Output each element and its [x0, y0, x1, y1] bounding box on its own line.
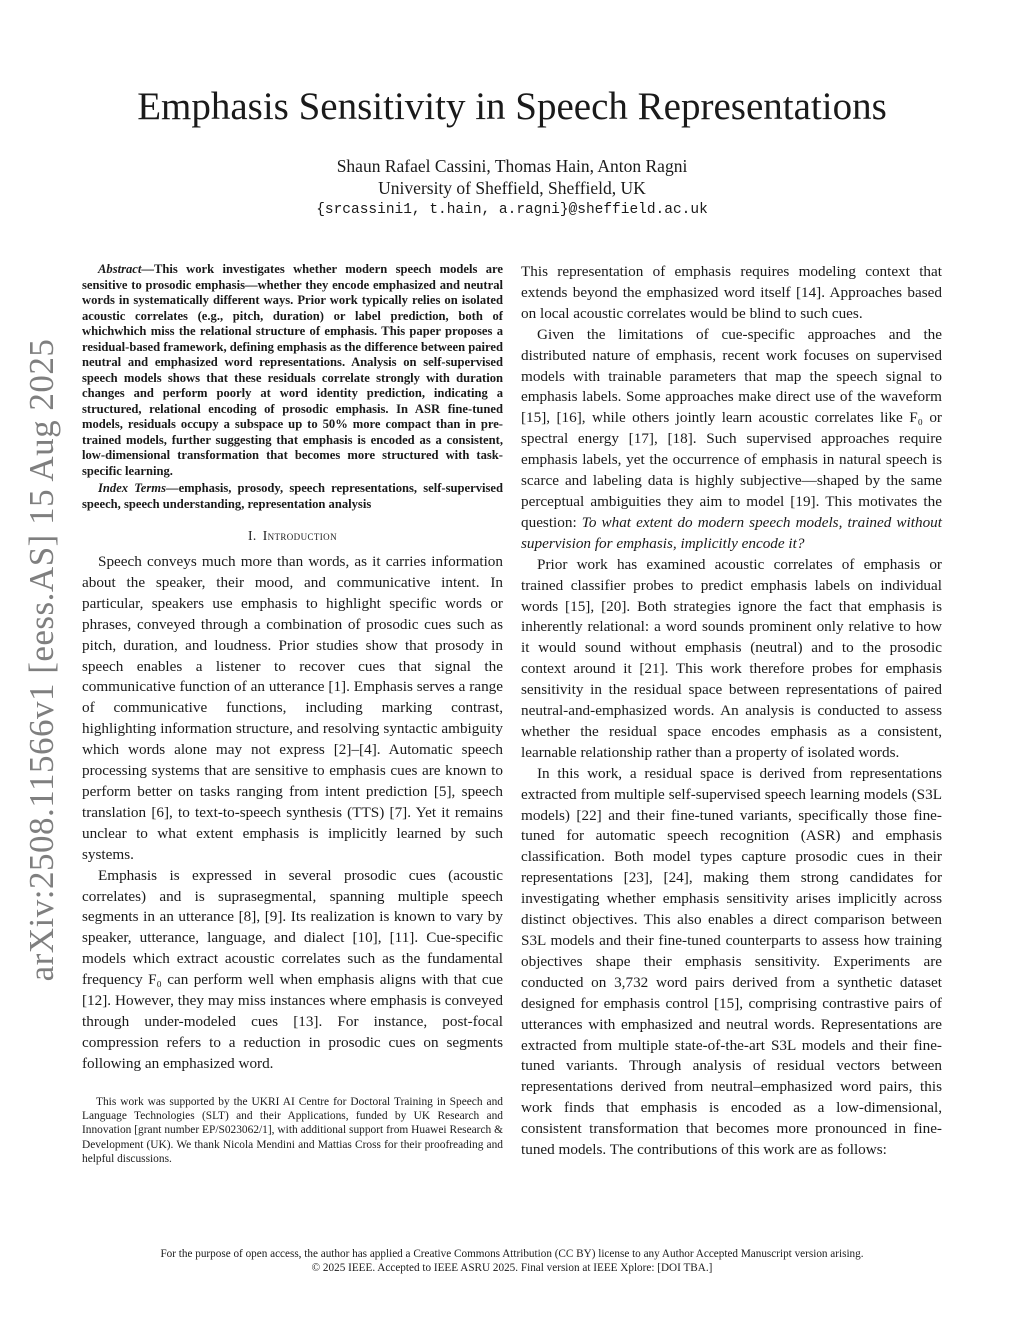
index-terms — [82, 481, 503, 512]
intro-paragraph-3 — [521, 325, 942, 555]
author-block — [0, 155, 1024, 221]
arxiv-identifier: arXiv:2508.11566v1 [eess.AS] 15 Aug 2025 — [22, 338, 61, 982]
abstract — [82, 262, 503, 479]
intro-paragraph-3-text: Given the limitations of cue-specific approaches and the distributed nature of emphasis, recent work focuses on supervised models with trainable parameters that map the speech signal to emphasis labels. Some approaches make direct use of the waveform [15], [16], while others jointly learn acoustic correlates like F₀ or spectral energy [17], [18]. Such supervised approaches require emphasis labels, yet the occurrence of emphasis in natural speech is scarce and labeling data is highly subjective—shaped by the same perceptual ambiguities they aim to model [19]. This motivates the question: — [521, 325, 942, 531]
index-terms-lead: Index Terms — [98, 481, 166, 495]
intro-paragraph-4: Prior work has examined acoustic correlates of emphasis or trained classifier probes to predict emphasis labels on individual words [15], [20]. Both strategies ignore the fact that emphasis is inherently relational: a word sounds prominent only relative to how it would sound without emphasis (neutral) and to the prosodic context around it [21]. This work therefore probes for emphasis sensitivity in the residual space between representations of paired neutral-and-emphasized words. An analysis is conducted to assess whether the residual space encodes emphasis as a consistent, learnable relationship rather than a property of isolated words. — [521, 555, 942, 761]
intro-paragraph-2: Emphasis is expressed in several prosodic cues (acoustic correlates) and is suprasegmental, spanning multiple speech segments in an utterance [8], [9]. Its realization is known to vary by speaker, utterance, language, and dialect [10], [11]. Cue-specific models which extract acoustic correlates such as the fundamental frequency F₀ can perform well when emphasis aligns with that cue [12]. However, they may miss instances where emphasis is conveyed through under-modeled cues [13]. For instance, post-focal compression refers to a reduction in prosodic cues on segments following an emphasized word. — [82, 866, 503, 1072]
section-title: Introduction — [262, 528, 337, 543]
arxiv-stamp — [14, 300, 70, 1020]
left-column — [82, 262, 503, 1166]
author-affiliation: University of Sheffield, Sheffield, UK — [378, 178, 646, 198]
research-question: To what extent do modern speech models, trained without supervision for emphasis, implicitly encode it? — [521, 513, 942, 552]
author-names: Shaun Rafael Cassini, Thomas Hain, Anton Ragni — [336, 156, 688, 176]
open-access-notice — [0, 1247, 1024, 1275]
license-line: For the purpose of open access, the author has applied a Creative Commons Attribution (CC BY) license to any Author Accepted Manuscript version arising. — [160, 1248, 864, 1260]
section-number: I. — [248, 528, 257, 543]
paper-title: Emphasis Sensitivity in Speech Representations — [137, 85, 887, 128]
section-heading-introduction — [82, 528, 503, 544]
index-terms-text: —emphasis, prosody, speech representations, self-supervised speech, speech understanding, representation analysis — [82, 481, 503, 511]
intro-paragraph-1: Speech conveys much more than words, as it carries information about the speaker, their mood, and communicative intent. In particular, speakers use emphasis to highlight specific words or phrases, conveyed through a combination of prosodic cues such as pitch, duration, and loudness. Prior studies show that prosody in speech enables a listener to recover cues that signal the communicative function of an utterance [1]. Emphasis serves a range of communicative functions, including marking contrast, highlighting information structure, and resolving syntactic ambiguity which words alone may not express [2]–[4]. Automatic speech processing systems that are sensitive to emphasis cues are known to perform better on tasks ranging from intent prediction [5], speech translation [6], to text-to-speech synthesis (TTS) [7]. Yet it remains unclear to what extent emphasis is implicitly learned by such systems. — [82, 553, 503, 863]
funding-footnote: This work was supported by the UKRI AI Centre for Doctoral Training in Speech and Language Technologies (SLT) and their Applications, funded by UK Research and Innovation [grant number EP/S023062/1], with additional support from Huawei Research & Development (UK). We thank Nicola Mendini and Mattias Cross for their proofreading and helpful discussions. — [82, 1095, 503, 1165]
author-emails: {srcassini1, t.hain, a.ragni}@sheffield.ac.uk — [316, 202, 708, 218]
abstract-text: —This work investigates whether modern speech models are sensitive to prosodic emphasis—whether they encode emphasized and neutral words in systematically different ways. Prior work typically relies on isolated acoustic correlates (e.g., pitch, duration) or label prediction, both of whichwhich miss the relational structure of emphasis. This paper proposes a residual-based framework, defining emphasis as the difference between paired neutral and emphasized word representations. Analysis on self-supervised speech models shows that these residuals correlate strongly with duration changes and perform poorly at word identity prediction, indicating a structured, relational encoding of prosodic emphasis. In ASR fine-tuned models, residuals occupy a subspace up to 50% more compact than in pre-trained models, further suggesting that emphasis is encoded as a consistent, low-dimensional transformation that becomes more structured with task-specific learning. — [82, 262, 503, 478]
abstract-lead: Abstract — [98, 262, 142, 276]
right-column — [521, 262, 942, 1161]
copyright-line: © 2025 IEEE. Accepted to IEEE ASRU 2025. Final version at IEEE Xplore: [DOI TBA.] — [311, 1262, 713, 1274]
continued-paragraph: This representation of emphasis requires modeling context that extends beyond the emphasized word itself [14]. Approaches based on local acoustic correlates would be blind to such cues. — [521, 263, 942, 322]
intro-paragraph-5: In this work, a residual space is derived from representations extracted from multiple self-supervised speech learning models (S3L models) [22] and their fine-tuned variants, specifically those fine-tuned for automatic speech recognition (ASR) and emphasis classification. Both model types capture prosodic cues in their representations [23], [24], making them strong candidates for investigating whether emphasis sensitivity arises implicitly across distinct objectives. This also enables a direct comparison between S3L models and their fine-tuned counterparts to assess how training objectives shape their emphasis sensitivity. Experiments are conducted on 3,732 word pairs derived from a synthetic dataset designed for emphasis control [15], comprising contrastive pairs of utterances with emphasized and neutral words. Representations are extracted from multiple state-of-the-art S3L models and their fine-tuned variants. Through analysis of residual vectors between representations derived from neutral–emphasized word pairs, this work finds that emphasis is encoded as a low-dimensional, consistent transformation that becomes more pronounced in fine-tuned models. The contributions of this work are as follows: — [521, 764, 942, 1159]
